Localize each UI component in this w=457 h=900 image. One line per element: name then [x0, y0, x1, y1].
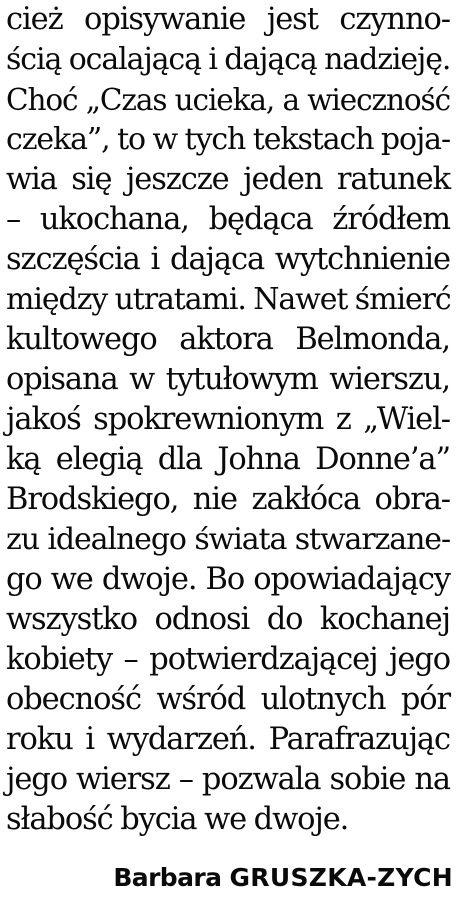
text-line: jego wiersz – pozwala sobie na	[6, 762, 450, 797]
text-line: Choć „Czas ucieka, a wieczność	[6, 83, 450, 117]
text-line: jakoś spokrewnionym z „Wiel-	[6, 402, 450, 437]
text-line: kultowego aktora Belmonda,	[6, 322, 450, 357]
text-line: zu idealnego świata stwarzane-	[6, 522, 450, 557]
text-line: ścią ocalającą i dającą nadzieję.	[6, 42, 451, 77]
text-line-last: słabość bycia we dwoje.	[6, 802, 349, 837]
text-line: go we dwoje. Bo opowiadający	[6, 562, 450, 597]
text-line: szczęścia i dająca wytchnienie	[6, 242, 450, 277]
text-line: czeka”, to w tych tekstach poja-	[6, 122, 450, 157]
text-line: opisana w tytułowym wierszu,	[6, 362, 450, 397]
text-line: między utratami. Nawet śmierć	[6, 282, 451, 317]
text-line: kobiety – potwierdzającej jego	[6, 642, 450, 677]
text-line: roku i wydarzeń. Parafrazując	[6, 722, 450, 757]
text-line: wszystko odnosi do kochanej	[6, 602, 450, 637]
text-line: wia się jeszcze jeden ratunek	[6, 162, 450, 197]
text-line: cież opisywanie jest czynno-	[6, 2, 450, 37]
text-line: ką elegią dla Johna Donne’a”	[6, 442, 450, 477]
author-last-name: GRUSZKA-ZYCH	[229, 863, 453, 892]
author-first-name: Barbara	[113, 863, 222, 892]
text-line: Brodskiego, nie zakłóca obra-	[6, 482, 450, 517]
author-byline	[113, 858, 453, 898]
text-line: – ukochana, będąca źródłem	[6, 202, 450, 237]
text-line: obecność wśród ulotnych pór	[6, 682, 450, 717]
article-column	[6, 0, 450, 900]
